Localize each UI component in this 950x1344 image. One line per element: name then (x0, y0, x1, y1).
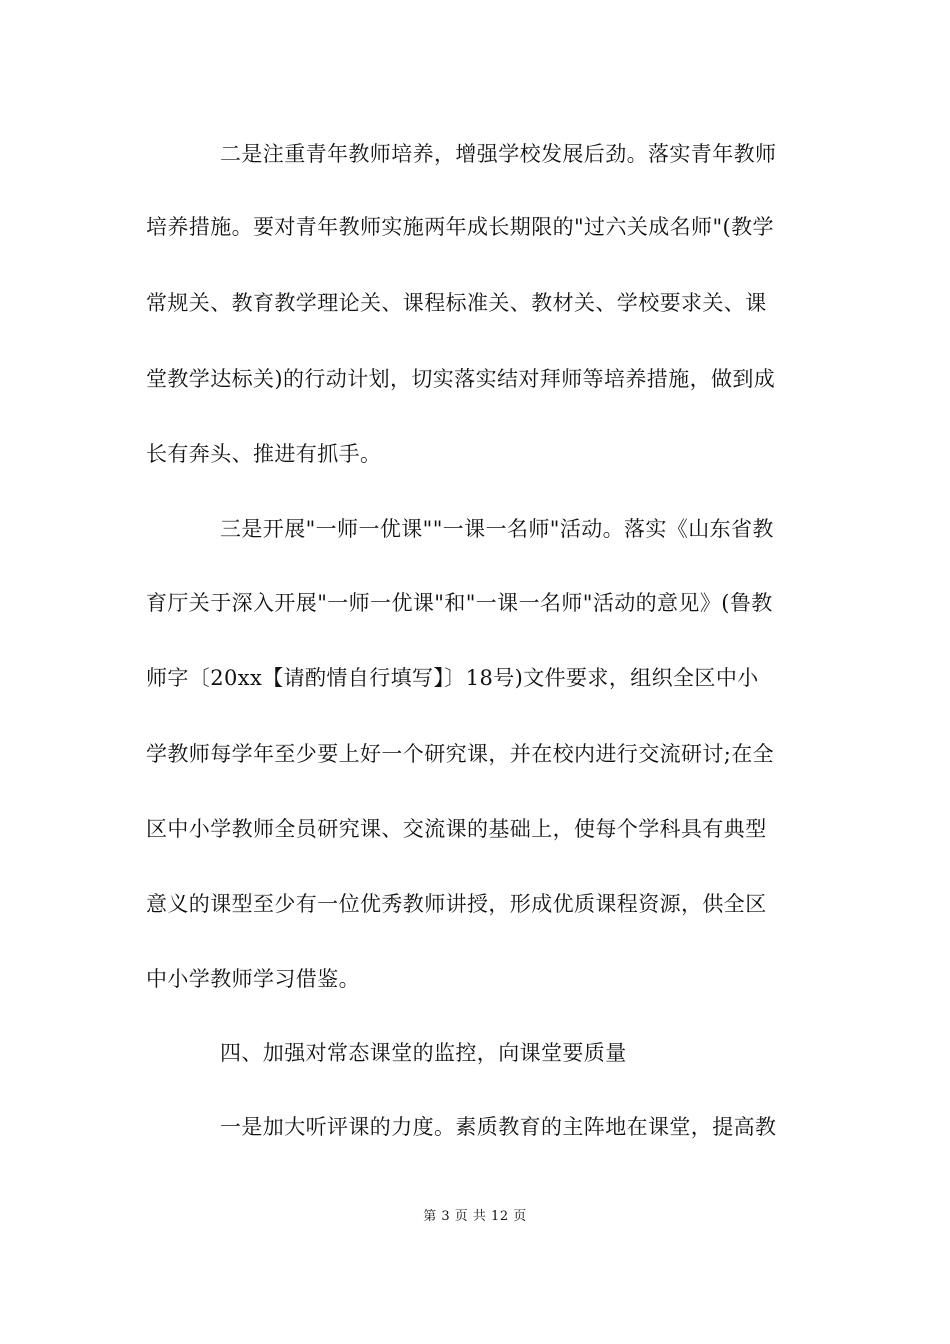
paragraph-line: 学教师每学年至少要上好一个研究课，并在校内进行交流研讨;在全 (146, 742, 775, 766)
paragraph-line: 培养措施。要对青年教师实施两年成长期限的"过六关成名师"(教学 (146, 215, 774, 239)
paragraph-line: 二是注重青年教师培养，增强学校发展后劲。落实青年教师 (220, 142, 777, 166)
paragraph-line: 一是加大听评课的力度。素质教育的主阵地在课堂，提高教 (220, 1115, 777, 1139)
paragraph-line: 区中小学教师全员研究课、交流课的基础上，使每个学科具有典型 (146, 817, 767, 841)
paragraph-line: 育厅关于深入开展"一师一优课"和"一课一名师"活动的意见》(鲁教 (146, 591, 773, 615)
page-number-footer: 第 3 页 共 12 页 (423, 1209, 527, 1224)
paragraph-line: 中小学教师学习借鉴。 (146, 967, 360, 991)
paragraph-line: 常规关、教育教学理论关、课程标准关、教材关、学校要求关、课 (146, 291, 767, 315)
section-heading: 四、加强对常态课堂的监控，向课堂要质量 (220, 1041, 627, 1065)
paragraph-line: 长有奔头、推进有抓手。 (146, 442, 382, 466)
paragraph-line: 三是开展"一师一优课""一课一名师"活动。落实《山东省教 (220, 517, 774, 541)
paragraph-line: 师字〔20xx【请酌情自行填写】〕18号)文件要求，组织全区中小 (146, 666, 759, 690)
paragraph-line: 堂教学达标关)的行动计划，切实落实结对拜师等培养措施，做到成 (146, 367, 776, 391)
paragraph-line: 意义的课型至少有一位优秀教师讲授，形成优质课程资源，供全区 (146, 892, 767, 916)
